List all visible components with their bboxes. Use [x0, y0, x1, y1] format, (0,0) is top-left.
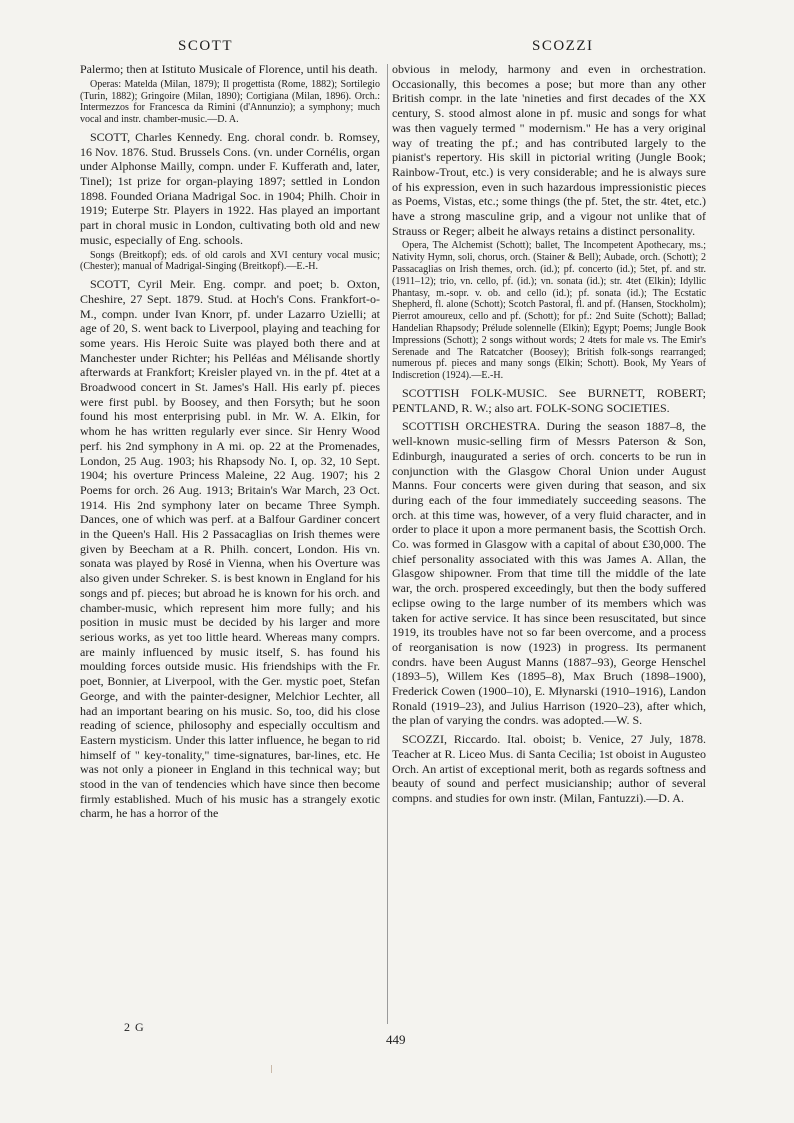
right-column	[392, 62, 706, 806]
paragraph: SCOTT, Charles Kennedy. Eng. choral condr. b. Romsey, 16 Nov. 1876. Stud. Brussels Cons. (vn. under Cornélis, organ under Alphonse Mailly, compn. under F. Kufferath and, later, Tinel); 1st prize for organ-playing 1897; settled in London 1898. Founded Oriana Madrigal Soc. in 1904; Philh. Choir in 1919; Euterpe Str. Players in 1922. Has played an important part in choral music in London, cultivating both old and new music, especially of Eng. schools.	[80, 129, 380, 247]
paragraph: Palermo; then at Istituto Musicale of Florence, until his death.	[80, 62, 378, 76]
left-column	[80, 62, 380, 821]
column-divider	[387, 64, 388, 1024]
paragraph: Operas: Matelda (Milan, 1879); Il progettista (Rome, 1882); Sortilegio (Turin, 1882); Gringoire (Milan, 1890); Cortigiana (Milan, 1896). Orch.: Intermezzos for Francesca da Rimini (d'Annunzio); a symphony; much vocal and instr. chamber-music.—D. A.	[80, 78, 380, 126]
running-head-right: SCOZZI	[532, 38, 594, 54]
page-number: 449	[386, 1032, 406, 1047]
paragraph: Songs (Breitkopf); eds. of old carols and XVI century vocal music; (Chester); manual of Madrigal-Singing (Breitkopf).—E.-H.	[80, 249, 380, 273]
paragraph: SCOTTISH ORCHESTRA. During the season 1887–8, the well-known music-selling firm of Messrs Paterson & Son, Edinburgh, inaugurated a series of orch. concerts to be run in conjunction with the Glasgow Choral Union under August Manns. Four concerts were given during that season, and six during each of the four immediately succeeding seasons. The orch. at this time was, however, of a very fluid character, and in order to place it upon a more permanent basis, the Scottish Orch. Co. was formed in Glasgow with a capital of about £30,000. The chief personality associated with this was James A. Allan, the Glasgow shipowner. From that time till the middle of the late war, the orch. prospered exceedingly, but then the body suffered eclipse owing to the large number of its members which was taken for active service. It has since been resuscitated, but since 1919, its troubles have not so far been overcome, and a process of reorganisation is now (1923) in progress. Its permanent condrs. have been August Manns (1887–93), George Henschel (1893–5), Willem Kes (1895–8), Max Bruch (1898–1900), Frederick Cowen (1900–10), E. Młynarski (1910–1916), Landon Ronald (1919–23), and Julius Harrison (1920–23), after which, the plan of varying the condrs. was adopted.—W. S.	[392, 419, 706, 728]
paragraph: SCOZZI, Riccardo. Ital. oboist; b. Venice, 27 July, 1878. Teacher at R. Liceo Mus. di Santa Cecilia; 1st oboist in Augusteo Orch. An artist of exceptional merit, both as regards softness and beauty of sound and perfect musicianship; author of several compns. and studies for own instr. (Milan, Fantuzzi).—D. A.	[392, 732, 706, 805]
paragraph: SCOTTISH FOLK-MUSIC. See BURNETT, ROBERT; PENTLAND, R. W.; also art. FOLK-SONG SOCIETIES.	[392, 386, 706, 415]
paragraph: obvious in melody, harmony and even in orchestration. Occasionally, this becomes a pose; but more than any other British compr. in the late 'nineties and first decades of the XX century, S. stood almost alone in pf. music and songs for what was then vaguely termed " modernism." He has a very original way of treating the pf.; and has contributed largely to the pianist's repertory. His skill in pictorial writing (Jungle Book; Rainbow-Trout, etc.) is very considerable; and he is always sure of his expression, even in such hazardous impressionistic pieces as Poems, Vistas, etc.; some things (the pf. 5tet, the str. 4tet, etc.) have a strong masculine grip, and a vigour not unlike that of Strauss or Reger; albeit he always retains a distinct personality.	[392, 62, 706, 238]
running-head-left: SCOTT	[178, 38, 234, 54]
paragraph: Opera, The Alchemist (Schott); ballet, The Incompetent Apothecary, ms.; Nativity Hymn, soli, chorus, orch. (Stainer & Bell); Aubade, orch. (Schott); 2 Passacaglias on Irish themes, orch. (id.); pf. concerto (id.); 5tet, pf. and str. (1911–12); trio, vn. cello, pf. (id.); vn. sonata (id.); str. 4tet (Elkin); Idyllic Phantasy, m.-sopr. v. ob. and cello (id.); pf. sonata (id.); The Ecstatic Shepherd, fl. alone (Schott); Scotch Pastoral, fl. and pf. (Hansen, Stockholm); Pierrot amoureux, cello and pf. (Schott); for pf.: 2nd Suite (Schott); Ballad; Handelian Rhapsody; Prélude solennelle (Elkin); Egypt; Poems; Jungle Book Impressions (Schott); 2 songs without words; 2 4tets for male vs. The Emir's Serenade and The Ratcatcher (Boosey); British folk-songs rearranged; numerous pf. pieces and many songs (Elkin; Schott). Book, My Years of Indiscretion (1924).—E.-H.	[392, 240, 706, 382]
paragraph: SCOTT, Cyril Meir. Eng. compr. and poet; b. Oxton, Cheshire, 27 Sept. 1879. Stud. at Hoch's Cons. Frankfort-o-M., compn. under Ivan Knorr, pf. under Lazarro Uzielli; at age of 20, S. went back to Liverpool, playing and teaching for some years. His Heroic Suite was played both there and at Manchester under Richter; his Pelléas and Mélisande shortly afterwards at Frankfort; Kreisler played vn. in the pf. 4tet at a Broadwood concert in St. James's Hall. His early pf. pieces were first publ. by Boosey, and then Forsyth; but he soon found his most enterprising publ. in Mr. W. A. Elkin, for whom he has written regularly ever since. Sir Henry Wood perf. his 2nd symphony in A mi. op. 22 at the Promenades, London, 25 Aug. 1903; his Rhapsody No. I, op. 32, 10 Sept. 1904; his overture Princess Maleine, 22 Aug. 1907; his 2 Poems for orch. 26 Aug. 1913; Britain's War March, 23 Oct. 1914. His 2nd symphony later on became Three Symph. Dances, one of which was perf. at a Balfour Gardiner concert in the Queen's Hall. His 2 Passacaglias on Irish themes were given by Beecham at a R. Philh. concert, London. His vn. sonata was played by Rosé in Vienna, when his Overture was also given under Schreker. S. is best known in England for his songs and pf. pieces; but abroad he is known for his orch. and chamber-music, which represent him more fully; and his position in music must be decided by his larger and more serious works, as yet too little heard. Whereas many comprs. are mainly influenced by music itself, S. has found his moulding forces outside music. His friendships with the Fr. poet, Bonnier, at Liverpool, with the Ger. mystic poet, Stefan George, and with the painter-designer, Melchior Lechter, all had an important bearing on his music. So, too, did his close reading of science, philosophy and especially occultism and Eastern mysticism. Under this latter influence, he began to rid himself of " key-tonality," time-signatures, bar-lines, etc. He was not only a pioneer in England in this technical way; but stood in the van of tendencies which have since then become firmly established. Much of his music has a strangely exotic charm, he has a horror of the	[80, 277, 380, 821]
paper-speck	[271, 1065, 272, 1073]
signature-mark: 2 G	[124, 1020, 145, 1034]
